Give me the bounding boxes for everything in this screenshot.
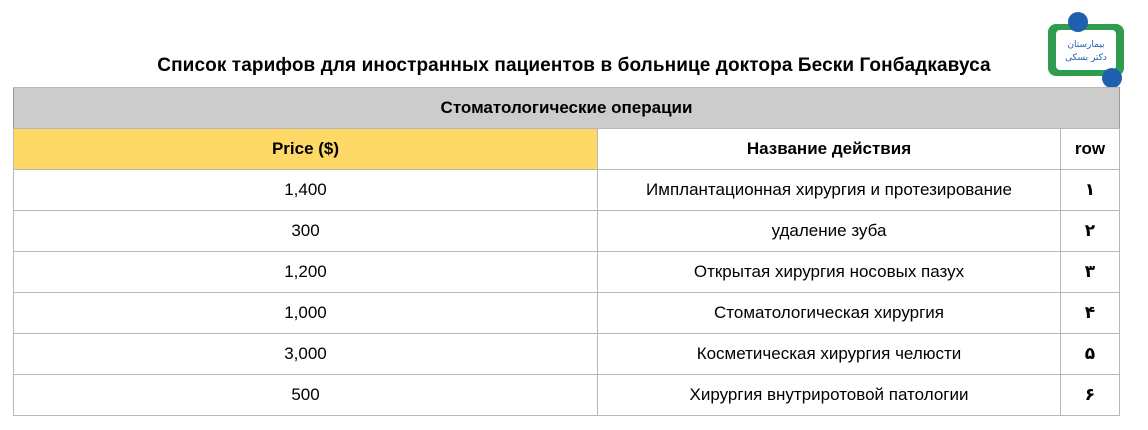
price-cell: 500 xyxy=(14,375,598,416)
procedure-name-cell: Косметическая хирургия челюсти xyxy=(598,334,1061,375)
procedure-name-cell: Стоматологическая хирургия xyxy=(598,293,1061,334)
row-number-cell: ۵ xyxy=(1061,334,1120,375)
column-header-name: Название действия xyxy=(598,129,1061,170)
table-row xyxy=(14,252,1120,293)
price-cell: 300 xyxy=(14,211,598,252)
price-cell: 3,000 xyxy=(14,334,598,375)
page-title: Список тарифов для иностранных пациентов в больнице доктора Бески Гонбадкавуса xyxy=(157,55,991,76)
table-row xyxy=(14,334,1120,375)
procedure-name-cell: Хирургия внутриротовой патологии xyxy=(598,375,1061,416)
row-number-cell: ۴ xyxy=(1061,293,1120,334)
row-number-cell: ۲ xyxy=(1061,211,1120,252)
table-row xyxy=(14,375,1120,416)
procedure-name-cell: удаление зуба xyxy=(598,211,1061,252)
row-number-cell: ۶ xyxy=(1061,375,1120,416)
procedure-name-cell: Открытая хирургия носовых пазух xyxy=(598,252,1061,293)
column-header-row xyxy=(14,129,1120,170)
price-cell: 1,200 xyxy=(14,252,598,293)
price-cell: 1,400 xyxy=(14,170,598,211)
row-number-cell: ۱ xyxy=(1061,170,1120,211)
tariff-table xyxy=(13,87,1120,416)
table-row xyxy=(14,211,1120,252)
price-cell: 1,000 xyxy=(14,293,598,334)
hospital-logo xyxy=(1040,10,1132,92)
logo-text-line2: دکتر بسکی xyxy=(1065,53,1107,63)
table-row xyxy=(14,170,1120,211)
section-header-row xyxy=(14,88,1120,129)
row-number-cell: ۳ xyxy=(1061,252,1120,293)
table-row xyxy=(14,293,1120,334)
column-header-row: row xyxy=(1061,129,1120,170)
logo-text-line1: بیمارستان xyxy=(1067,40,1105,50)
procedure-name-cell: Имплантационная хирургия и протезирование xyxy=(598,170,1061,211)
column-header-price: Price ($) xyxy=(14,129,598,170)
section-title: Стоматологические операции xyxy=(14,88,1120,129)
